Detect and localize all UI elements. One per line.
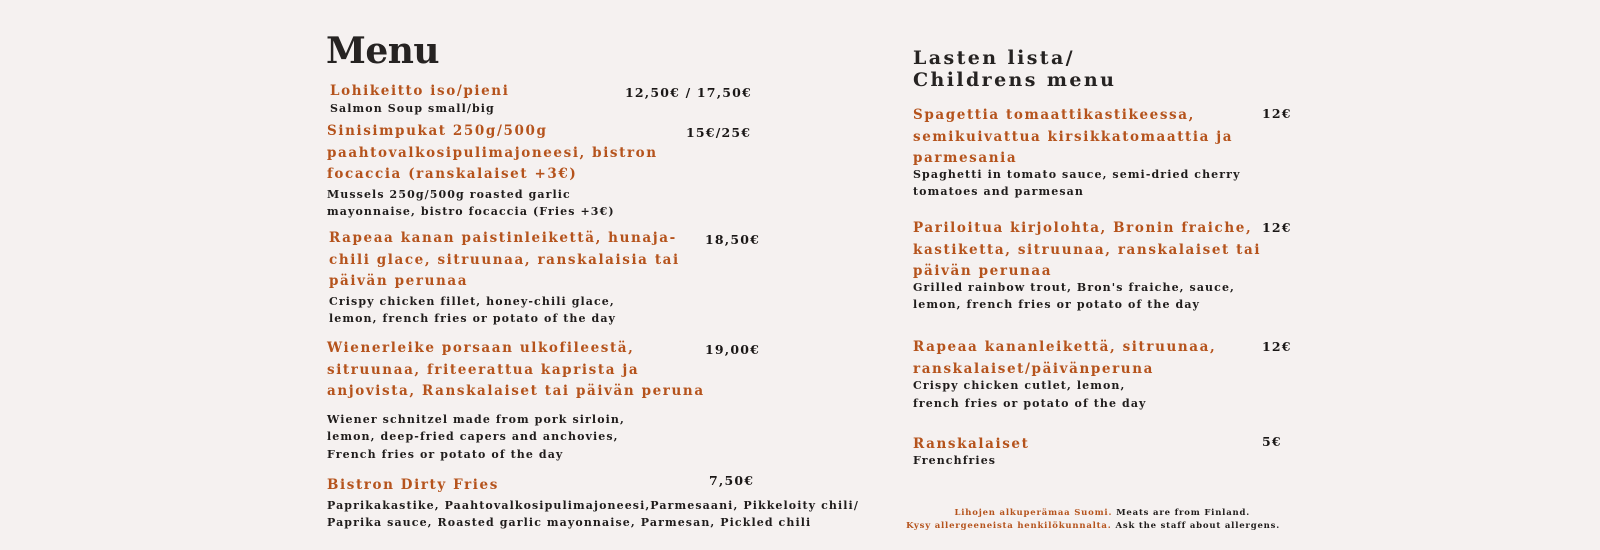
footer-line-origin <box>906 507 1280 520</box>
menu-item-mussels <box>327 121 658 221</box>
footer-line-allergens <box>906 520 1280 533</box>
item-price: 18,50€ <box>705 232 761 247</box>
menu-item-salmon-soup <box>330 81 509 117</box>
menu-item-crispy-chicken <box>329 228 680 328</box>
item-name: focaccia (ranskalaiset +3€) <box>327 166 578 182</box>
item-desc: Mussels 250g/500g roasted garlic <box>327 187 571 201</box>
item-price: 15€/25€ <box>686 125 752 140</box>
item-name: päivän perunaa <box>913 263 1053 279</box>
footer-fi: Lihojen alkuperämaa Suomi. <box>954 508 1113 518</box>
item-price: 5€ <box>1262 434 1282 449</box>
item-desc: French fries or potato of the day <box>327 447 564 461</box>
item-name: kastiketta, sitruunaa, ranskalaiset tai <box>913 241 1262 258</box>
footer-en: Ask the staff about allergens. <box>1115 521 1280 531</box>
item-name: semikuivattua kirsikkatomaattia ja <box>913 128 1234 145</box>
menu-item-dirty-fries <box>327 475 859 532</box>
item-desc: Spaghetti in tomato sauce, semi-dried cherry <box>913 167 1241 181</box>
item-name: Pariloitua kirjolohta, Bronin fraiche, <box>913 220 1253 236</box>
item-name: Ranskalaiset <box>913 436 1030 452</box>
kids-item-chicken-cutlet <box>913 337 1216 412</box>
item-desc: Grilled rainbow trout, Bron's fraiche, sauce, <box>913 280 1235 294</box>
item-price: 12€ <box>1262 220 1292 235</box>
footer-en: Meats are from Finland. <box>1116 508 1250 518</box>
item-name: Lohikeitto iso/pieni <box>330 83 510 99</box>
item-desc: lemon, deep-fried capers and anchovies, <box>327 430 619 443</box>
item-name: Rapeaa kanan paistinleikettä, hunaja- <box>329 230 677 246</box>
item-name: chili glace, sitruunaa, ranskalaisia tai <box>329 251 680 268</box>
item-name: Bistron Dirty Fries <box>327 477 499 493</box>
kids-title-line: Lasten lista/ <box>913 47 1076 69</box>
item-price: 12€ <box>1262 106 1292 121</box>
item-desc: Salmon Soup small/big <box>330 101 495 115</box>
item-name: Spagettia tomaattikastikeessa, <box>913 107 1195 123</box>
menu-title: Menu <box>326 30 440 72</box>
item-desc: Frenchfries <box>913 453 997 467</box>
kids-item-fries <box>913 434 1029 469</box>
item-price: 12€ <box>1262 339 1292 354</box>
item-name: Rapeaa kananleikettä, sitruunaa, <box>913 339 1217 355</box>
item-name: Wienerleike porsaan ulkofileestä, <box>327 340 635 356</box>
item-name: Sinisimpukat 250g/500g <box>327 123 548 139</box>
item-name: päivän perunaa <box>329 273 469 289</box>
item-name: parmesania <box>913 150 1018 166</box>
kids-menu-title <box>913 47 1116 91</box>
item-desc: tomatoes and parmesan <box>913 185 1084 198</box>
menu-item-schnitzel <box>327 338 705 463</box>
item-price: 12,50€ / 17,50€ <box>625 85 752 100</box>
kids-item-trout <box>913 218 1261 314</box>
item-desc: lemon, french fries or potato of the day <box>329 312 617 325</box>
item-price: 19,00€ <box>705 342 761 357</box>
item-desc: mayonnaise, bistro focaccia (Fries +3€) <box>327 205 615 218</box>
kids-title-line: Childrens menu <box>913 69 1117 91</box>
kids-item-spaghetti <box>913 105 1241 201</box>
item-desc: lemon, french fries or potato of the day <box>913 298 1201 311</box>
item-name: ranskalaiset/päivänperuna <box>913 360 1154 377</box>
item-name: paahtovalkosipulimajoneesi, bistron <box>327 144 658 161</box>
item-desc: Paprika sauce, Roasted garlic mayonnaise, Parmesan, Pickled chili <box>327 516 812 529</box>
item-price: 7,50€ <box>709 473 755 488</box>
footer-notes <box>906 507 1280 533</box>
item-name: anjovista, Ranskalaiset tai päivän peruna <box>327 383 705 399</box>
item-desc: french fries or potato of the day <box>913 396 1147 410</box>
item-name: sitruunaa, friteerattua kaprista ja <box>327 361 640 378</box>
item-desc: Wiener schnitzel made from pork sirloin, <box>327 412 625 426</box>
item-desc: Paprikakastike, Paahtovalkosipulimajoneesi,Parmesaani, Pikkeloity chili/ <box>327 498 859 512</box>
item-desc: Crispy chicken cutlet, lemon, <box>913 379 1126 392</box>
footer-fi: Kysy allergeeneista henkilökunnalta. <box>906 521 1112 531</box>
item-desc: Crispy chicken fillet, honey-chili glace, <box>329 294 615 308</box>
